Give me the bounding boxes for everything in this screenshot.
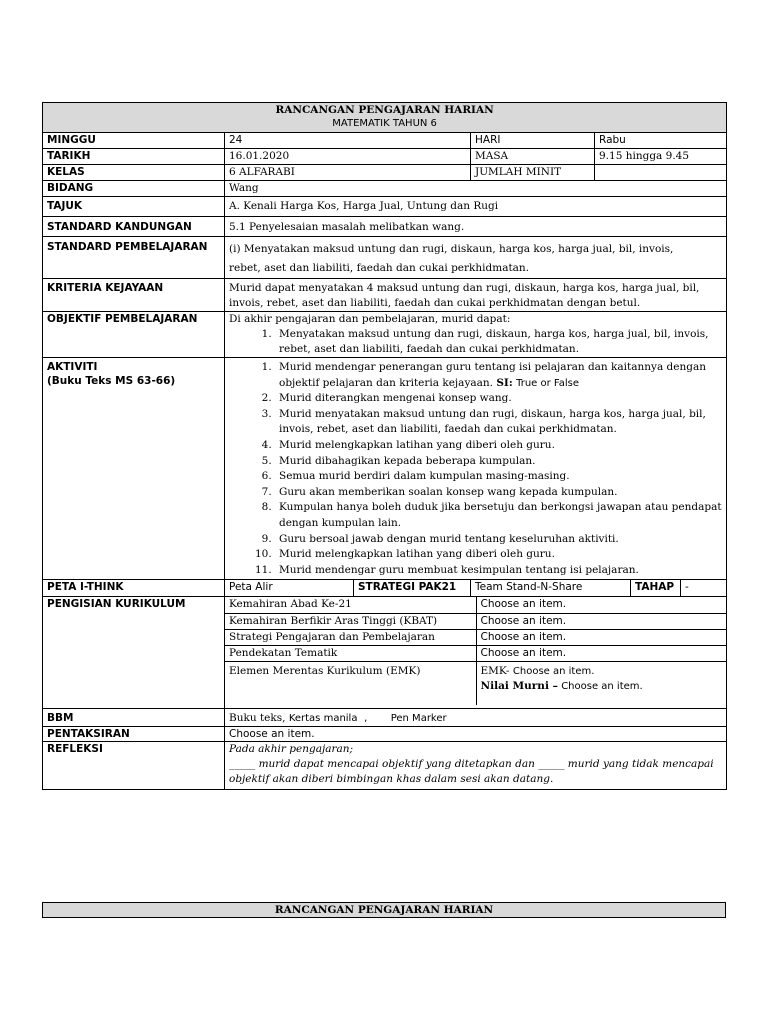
lesson-plan-table xyxy=(42,102,727,790)
tajuk-value[interactable]: A. Kenali Harga Kos, Harga Jual, Untung dan Rugi xyxy=(225,197,727,217)
bbm-item[interactable]: Pen Marker xyxy=(390,713,447,724)
kurikulum-row-name: Kemahiran Abad Ke-21 xyxy=(225,597,476,613)
aktiviti-item: 11. Murid mendengar guru membuat kesimpulan tentang isi pelajaran. xyxy=(275,563,722,579)
plan-title: RANCANGAN PENGAJARAN HARIAN xyxy=(275,104,494,116)
objektif-list xyxy=(229,327,722,357)
emk-label: EMK- xyxy=(480,664,510,677)
bbm-separator: , xyxy=(364,713,368,724)
hari-label: HARI xyxy=(471,133,595,149)
tarikh-value[interactable]: 16.01.2020 xyxy=(225,149,471,165)
tahap-value[interactable]: - xyxy=(681,580,727,597)
kurikulum-label: PENGISIAN KURIKULUM xyxy=(43,597,225,709)
kelas-label: KELAS xyxy=(43,165,225,181)
objektif-item: 1. Menyatakan maksud untung dan rugi, diskaun, harga kos, harga jual, bil, invois, rebet, aset dan liabiliti, faedah dan cukai perkhidmatan. xyxy=(275,327,722,357)
plan-subtitle: MATEMATIK TAHUN 6 xyxy=(332,118,437,129)
kurikulum-row-name: Elemen Merentas Kurikulum (EMK) xyxy=(225,661,476,705)
refleksi-line2: _____ murid dapat mencapai objektif yang ditetapkan dan _____ murid yang tidak mencapai objektif akan diberi bimbingan khas dalam sesi akan datang. xyxy=(229,758,714,785)
nilai-murni-value[interactable]: Choose an item. xyxy=(561,680,643,692)
bidang-value[interactable]: Wang xyxy=(225,181,727,197)
kriteria-kejayaan-value[interactable]: Murid dapat menyatakan 4 maksud untung dan rugi, diskaun, harga kos, harga jual, bil, invois, rebet, aset dan liabiliti, faedah dan cukai perkhidmatan dengan betul. xyxy=(225,279,727,312)
kurikulum-row-name: Kemahiran Berfikir Aras Tinggi (KBAT) xyxy=(225,613,476,629)
tarikh-label: TARIKH xyxy=(43,149,225,165)
minggu-label: MINGGU xyxy=(43,133,225,149)
peta-value[interactable]: Peta Alir xyxy=(225,580,354,597)
minggu-value[interactable]: 24 xyxy=(225,133,471,149)
tajuk-label: TAJUK xyxy=(43,197,225,217)
masa-label: MASA xyxy=(471,149,595,165)
refleksi-value[interactable] xyxy=(225,742,727,790)
emk-cell xyxy=(476,661,726,705)
kurikulum-grid xyxy=(225,597,727,709)
objektif-label: OBJEKTIF PEMBELAJARAN xyxy=(43,312,225,358)
emk-value[interactable]: Choose an item. xyxy=(512,665,595,677)
aktiviti-label xyxy=(43,358,225,580)
standard-kandungan-value[interactable]: 5.1 Penyelesaian masalah melibatkan wang. xyxy=(225,217,727,237)
standard-kandungan-label: STANDARD KANDUNGAN xyxy=(43,217,225,237)
refleksi-label: REFLEKSI xyxy=(43,742,225,790)
objektif-value[interactable] xyxy=(225,312,727,358)
si-value[interactable]: True or False xyxy=(516,377,579,389)
kurikulum-row-name: Strategi Pengajaran dan Pembelajaran xyxy=(225,629,476,645)
hari-value[interactable]: Rabu xyxy=(595,133,727,149)
strategi-value[interactable]: Team Stand-N-Share xyxy=(471,580,631,597)
plan-header xyxy=(43,103,727,133)
jumlah-minit-value[interactable] xyxy=(595,165,727,181)
strategi-label: STRATEGI PAK21 xyxy=(354,580,471,597)
nilai-murni-label: Nilai Murni – xyxy=(480,679,558,692)
kurikulum-row-name: Pendekatan Tematik xyxy=(225,645,476,661)
aktiviti-value[interactable] xyxy=(225,358,727,580)
peta-label: PETA I-THINK xyxy=(43,580,225,597)
jumlah-minit-label: JUMLAH MINIT xyxy=(471,165,595,181)
kriteria-kejayaan-label: KRITERIA KEJAYAAN xyxy=(43,279,225,312)
aktiviti-title: AKTIVITI xyxy=(47,361,98,373)
aktiviti-sublabel: (Buku Teks MS 63-66) xyxy=(47,375,176,387)
pentaksiran-value[interactable]: Choose an item. xyxy=(225,727,727,742)
aktiviti-item: 1. Murid mendengar penerangan guru tentang isi pelajaran dan kaitannya dengan objektif pelajaran dan kriteria kejayaan. SI: True or False xyxy=(275,360,722,391)
objektif-intro: Di akhir pengajaran dan pembelajaran, murid dapat: xyxy=(229,313,511,325)
kurikulum-row-value[interactable]: Choose an item. xyxy=(476,597,726,613)
kurikulum-row-value[interactable]: Choose an item. xyxy=(476,613,726,629)
bbm-value[interactable] xyxy=(225,709,727,727)
bbm-item: Buku teks, xyxy=(229,712,286,724)
masa-value[interactable]: 9.15 hingga 9.45 xyxy=(595,149,727,165)
kurikulum-row-value[interactable]: Choose an item. xyxy=(476,629,726,645)
aktiviti-item: 9. Guru bersoal jawab dengan murid tentang keseluruhan aktiviti. xyxy=(275,532,722,548)
bidang-label: BIDANG xyxy=(43,181,225,197)
next-plan-title: RANCANGAN PENGAJARAN HARIAN xyxy=(43,903,726,918)
refleksi-line1: Pada akhir pengajaran; xyxy=(229,743,354,755)
aktiviti-item: 5. Murid dibahagikan kepada beberapa kumpulan. xyxy=(275,454,722,470)
bbm-item[interactable]: Kertas manila xyxy=(288,713,358,724)
aktiviti-list xyxy=(229,360,722,578)
aktiviti-item: 2. Murid diterangkan mengenai konsep wang. xyxy=(275,391,722,407)
aktiviti-item: 7. Guru akan memberikan soalan konsep wang kepada kumpulan. xyxy=(275,485,722,501)
kurikulum-table xyxy=(225,597,726,705)
si-label: SI: xyxy=(496,376,513,389)
kelas-value[interactable]: 6 ALFARABI xyxy=(225,165,471,181)
kurikulum-row-value[interactable]: Choose an item. xyxy=(476,645,726,661)
aktiviti-item: 10. Murid melengkapkan latihan yang diberi oleh guru. xyxy=(275,547,722,563)
aktiviti-item: 4. Murid melengkapkan latihan yang diberi oleh guru. xyxy=(275,438,722,454)
tahap-label: TAHAP xyxy=(631,580,681,597)
next-plan-header xyxy=(42,902,726,918)
aktiviti-item: 6. Semua murid berdiri dalam kumpulan masing-masing. xyxy=(275,469,722,485)
pentaksiran-label: PENTAKSIRAN xyxy=(43,727,225,742)
standard-pembelajaran-value[interactable] xyxy=(225,237,727,279)
aktiviti-item: 8. Kumpulan hanya boleh duduk jika bersetuju dan berkongsi jawapan atau pendapat dengan kumpulan lain. xyxy=(275,500,722,531)
bbm-label: BBM xyxy=(43,709,225,727)
standard-pembelajaran-label: STANDARD PEMBELAJARAN xyxy=(43,237,225,279)
standard-pembelajaran-line1: (i) Menyatakan maksud untung dan rugi, diskaun, harga kos, harga jual, bil, invois, xyxy=(229,243,674,255)
aktiviti-item: 3. Murid menyatakan maksud untung dan rugi, diskaun, harga kos, harga jual, bil, invois, rebet, aset dan liabiliti, faedah dan cukai perkhidmatan. xyxy=(275,407,722,438)
standard-pembelajaran-line2: rebet, aset dan liabiliti, faedah dan cukai perkhidmatan. xyxy=(229,262,530,274)
